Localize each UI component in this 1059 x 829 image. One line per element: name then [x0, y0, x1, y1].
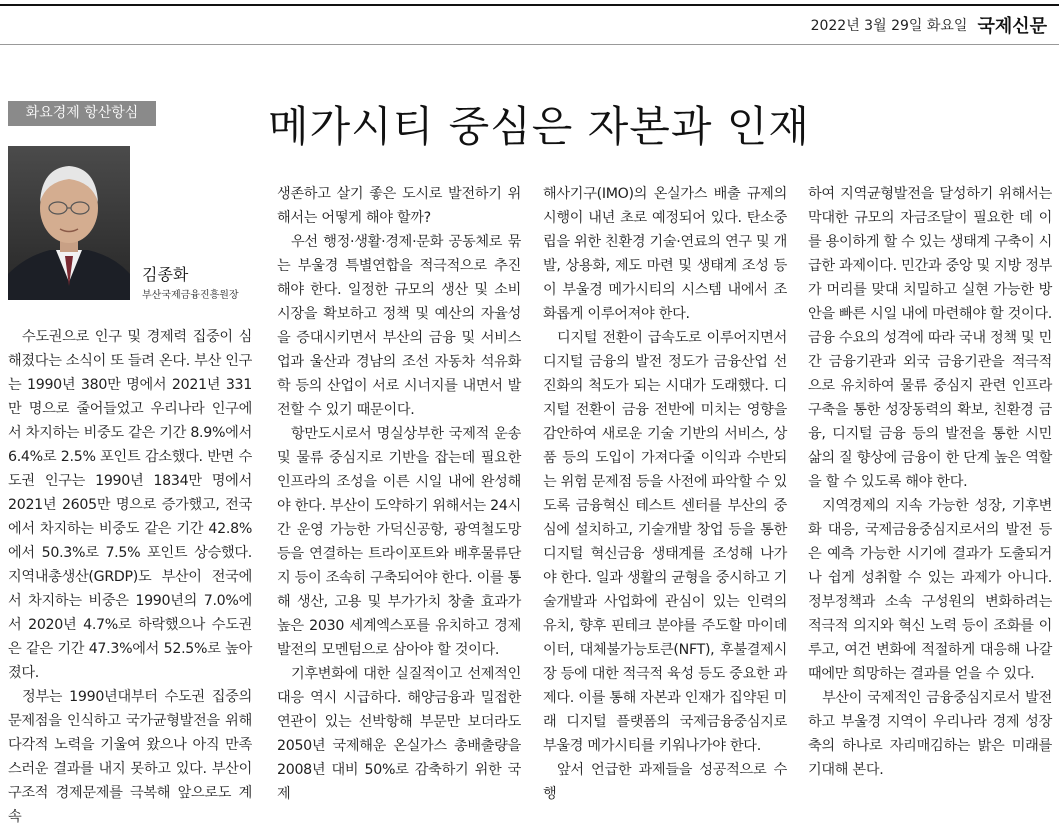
paragraph: 수도권으로 인구 및 경제력 집중이 심해졌다는 소식이 또 들려 온다. 부산 인구는 1990년 380만 명에서 2021년 331만 명으로 줄어들었고 우리나라 인구에서 차지하는 비중도 같은 기간 8.9%에서 6.4%로 2.5% 포인트 감소했다. 반면 수도권 인구는 1990년 1834만 명에서 2021년 2605만 명으로 증가했고, 전국에서 차지하는 비중도 같은 기간 42.8%에서 50.3%로 7.5% 포인트 상승했다. 지역내총생산(GRDP)도 부산이 전국에서 차지하는 비중은 1990년의 7.0%에서 2020년 4.7%로 하락했으나 수도권은 같은 기간 47.3%에서 52.5%로 높아졌다.	[8, 329, 252, 681]
paragraph: 우선 행정·생활·경제·문화 공동체로 묶는 부울경 특별연합을 적극적으로 추진해야 한다. 일정한 규모의 생산 및 소비 시장을 확보하고 정책 및 예산의 자율성을 증대시키면서 부산의 금융 및 서비스업과 울산과 경남의 조선 자동차 석유화학 등의 산업이 서로 시너지를 내면서 발전할 수 있기 때문이다.	[277, 234, 521, 418]
article-column-2	[277, 182, 521, 806]
author-title: 부산국제금융진흥원장	[142, 290, 239, 301]
paragraph: 생존하고 살기 좋은 도시로 발전하기 위해서는 어떻게 해야 할까?	[277, 186, 521, 226]
paragraph: 항만도시로서 명실상부한 국제적 운송 및 물류 중심지로 기반을 잡는데 필요한 인프라의 조성을 이른 시일 내에 완성해야 한다. 부산이 도약하기 위해서는 24시간 운영 가능한 가덕신공항, 광역철도망 등을 연결하는 트라이포트와 배후물류단지 등이 조속히 구축되어야 한다. 이를 통해 생산, 고용 및 부가가치 창출 효과가 높은 2030 세계엑스포를 유치하고 경제발전의 모멘텀으로 삼아야 할 것이다.	[277, 426, 521, 658]
paragraph: 해사기구(IMO)의 온실가스 배출 규제의 시행이 내년 초로 예정되어 있다. 탄소중립을 위한 친환경 기술·연료의 연구 및 개발, 상용화, 제도 마련 및 생태계 조성 등이 부울경 메가시티의 시스템 내에서 조화롭게 이루어져야 한다.	[543, 186, 787, 322]
paragraph: 하여 지역균형발전을 달성하기 위해서는 막대한 규모의 자금조달이 필요한 데 이를 용이하게 할 수 있는 생태계 구축이 시급한 과제이다. 민간과 중앙 및 지방 정부가 머리를 맞대 치밀하고 실현 가능한 방안을 빠른 시일 내에 마련해야 할 것이다. 금융 수요의 성격에 따라 국내 정책 및 민간 금융기관과 외국 금융기관을 적극적으로 유치하여 물류 중심지 관련 인프라 구축을 통한 성장동력의 확보, 친환경 금융, 디지털 금융 등의 발전을 통한 시민 삶의 질 향상에 금융이 한 단계 높은 역할을 할 수 있도록 해야 한다.	[808, 186, 1052, 490]
author-portrait	[8, 146, 130, 300]
paragraph: 기후변화에 대한 실질적이고 선제적인 대응 역시 시급하다. 해양금융과 밀접한 연관이 있는 선박항해 부문만 보더라도 2050년 국제해운 온실가스 총배출량을 2008년 대비 50%로 감축하기 위한 국제	[277, 666, 521, 802]
section-label: 화요경제 항산항심	[8, 101, 156, 126]
paragraph: 정부는 1990년대부터 수도권 집중의 문제점을 인식하고 국가균형발전을 위해 다각적 노력을 기울여 왔으나 아직 만족스러운 결과를 내지 못하고 있다. 부산이 구조적 경제문제를 극복해 앞으로도 계속	[8, 689, 252, 825]
article-column-1	[8, 325, 252, 829]
top-rule	[0, 4, 1059, 6]
paragraph: 디지털 전환이 급속도로 이루어지면서 디지털 금융의 발전 정도가 금융산업 선진화의 척도가 되는 시대가 도래했다. 디지털 전환이 금융 전반에 미치는 영향을 감안하여 새로운 기술 기반의 서비스, 상품 등의 도입이 가져다줄 이익과 수반되는 위험 문제점 등을 사전에 파악할 수 있도록 금융혁신 테스트 센터를 부산의 중심에 설치하고, 기술개발 창업 등을 통한 디지털 혁신금융 생태계를 조성해 나가야 한다. 일과 생활의 균형을 중시하고 기술개발과 사업화에 관심이 있는 인력의 유치, 향후 핀테크 분야를 주도할 마이데이터, 대체불가능토큰(NFT), 후불결제시장 등에 대한 적극적 육성 등도 중요한 과제다. 이를 통해 자본과 인재가 집약된 미래 디지털 플랫폼의 국제금융중심지로 부울경 메가시티를 키워나가야 한다.	[543, 330, 787, 754]
paragraph: 부산이 국제적인 금융중심지로서 발전하고 부울경 지역이 우리나라 경제 성장축의 하나로 자리매김하는 밝은 미래를 기대해 본다.	[808, 690, 1052, 778]
issue-date: 2022년 3월 29일 화요일	[810, 18, 968, 34]
article-column-3	[543, 182, 787, 806]
author-name: 김종화	[142, 265, 189, 284]
paragraph: 지역경제의 지속 가능한 성장, 기후변화 대응, 국제금융중심지로서의 발전 등은 예측 가능한 시기에 결과가 도출되거나 쉽게 성취할 수 있는 과제가 아니다. 정부정책과 소속 구성원의 변화하려는 적극적 의지와 혁신 노력 등이 조화를 이루고, 여건 변화에 적절하게 대응해 나갈 때에만 희망하는 결과를 얻을 수 있다.	[808, 498, 1052, 682]
paragraph: 앞서 언급한 과제들을 성공적으로 수행	[543, 762, 787, 802]
newspaper-name: 국제신문	[977, 16, 1047, 37]
masthead	[811, 12, 1047, 38]
header-divider	[0, 44, 1059, 45]
headline: 메가시티 중심은 자본과 인재	[268, 102, 810, 151]
article-column-4	[808, 182, 1052, 782]
